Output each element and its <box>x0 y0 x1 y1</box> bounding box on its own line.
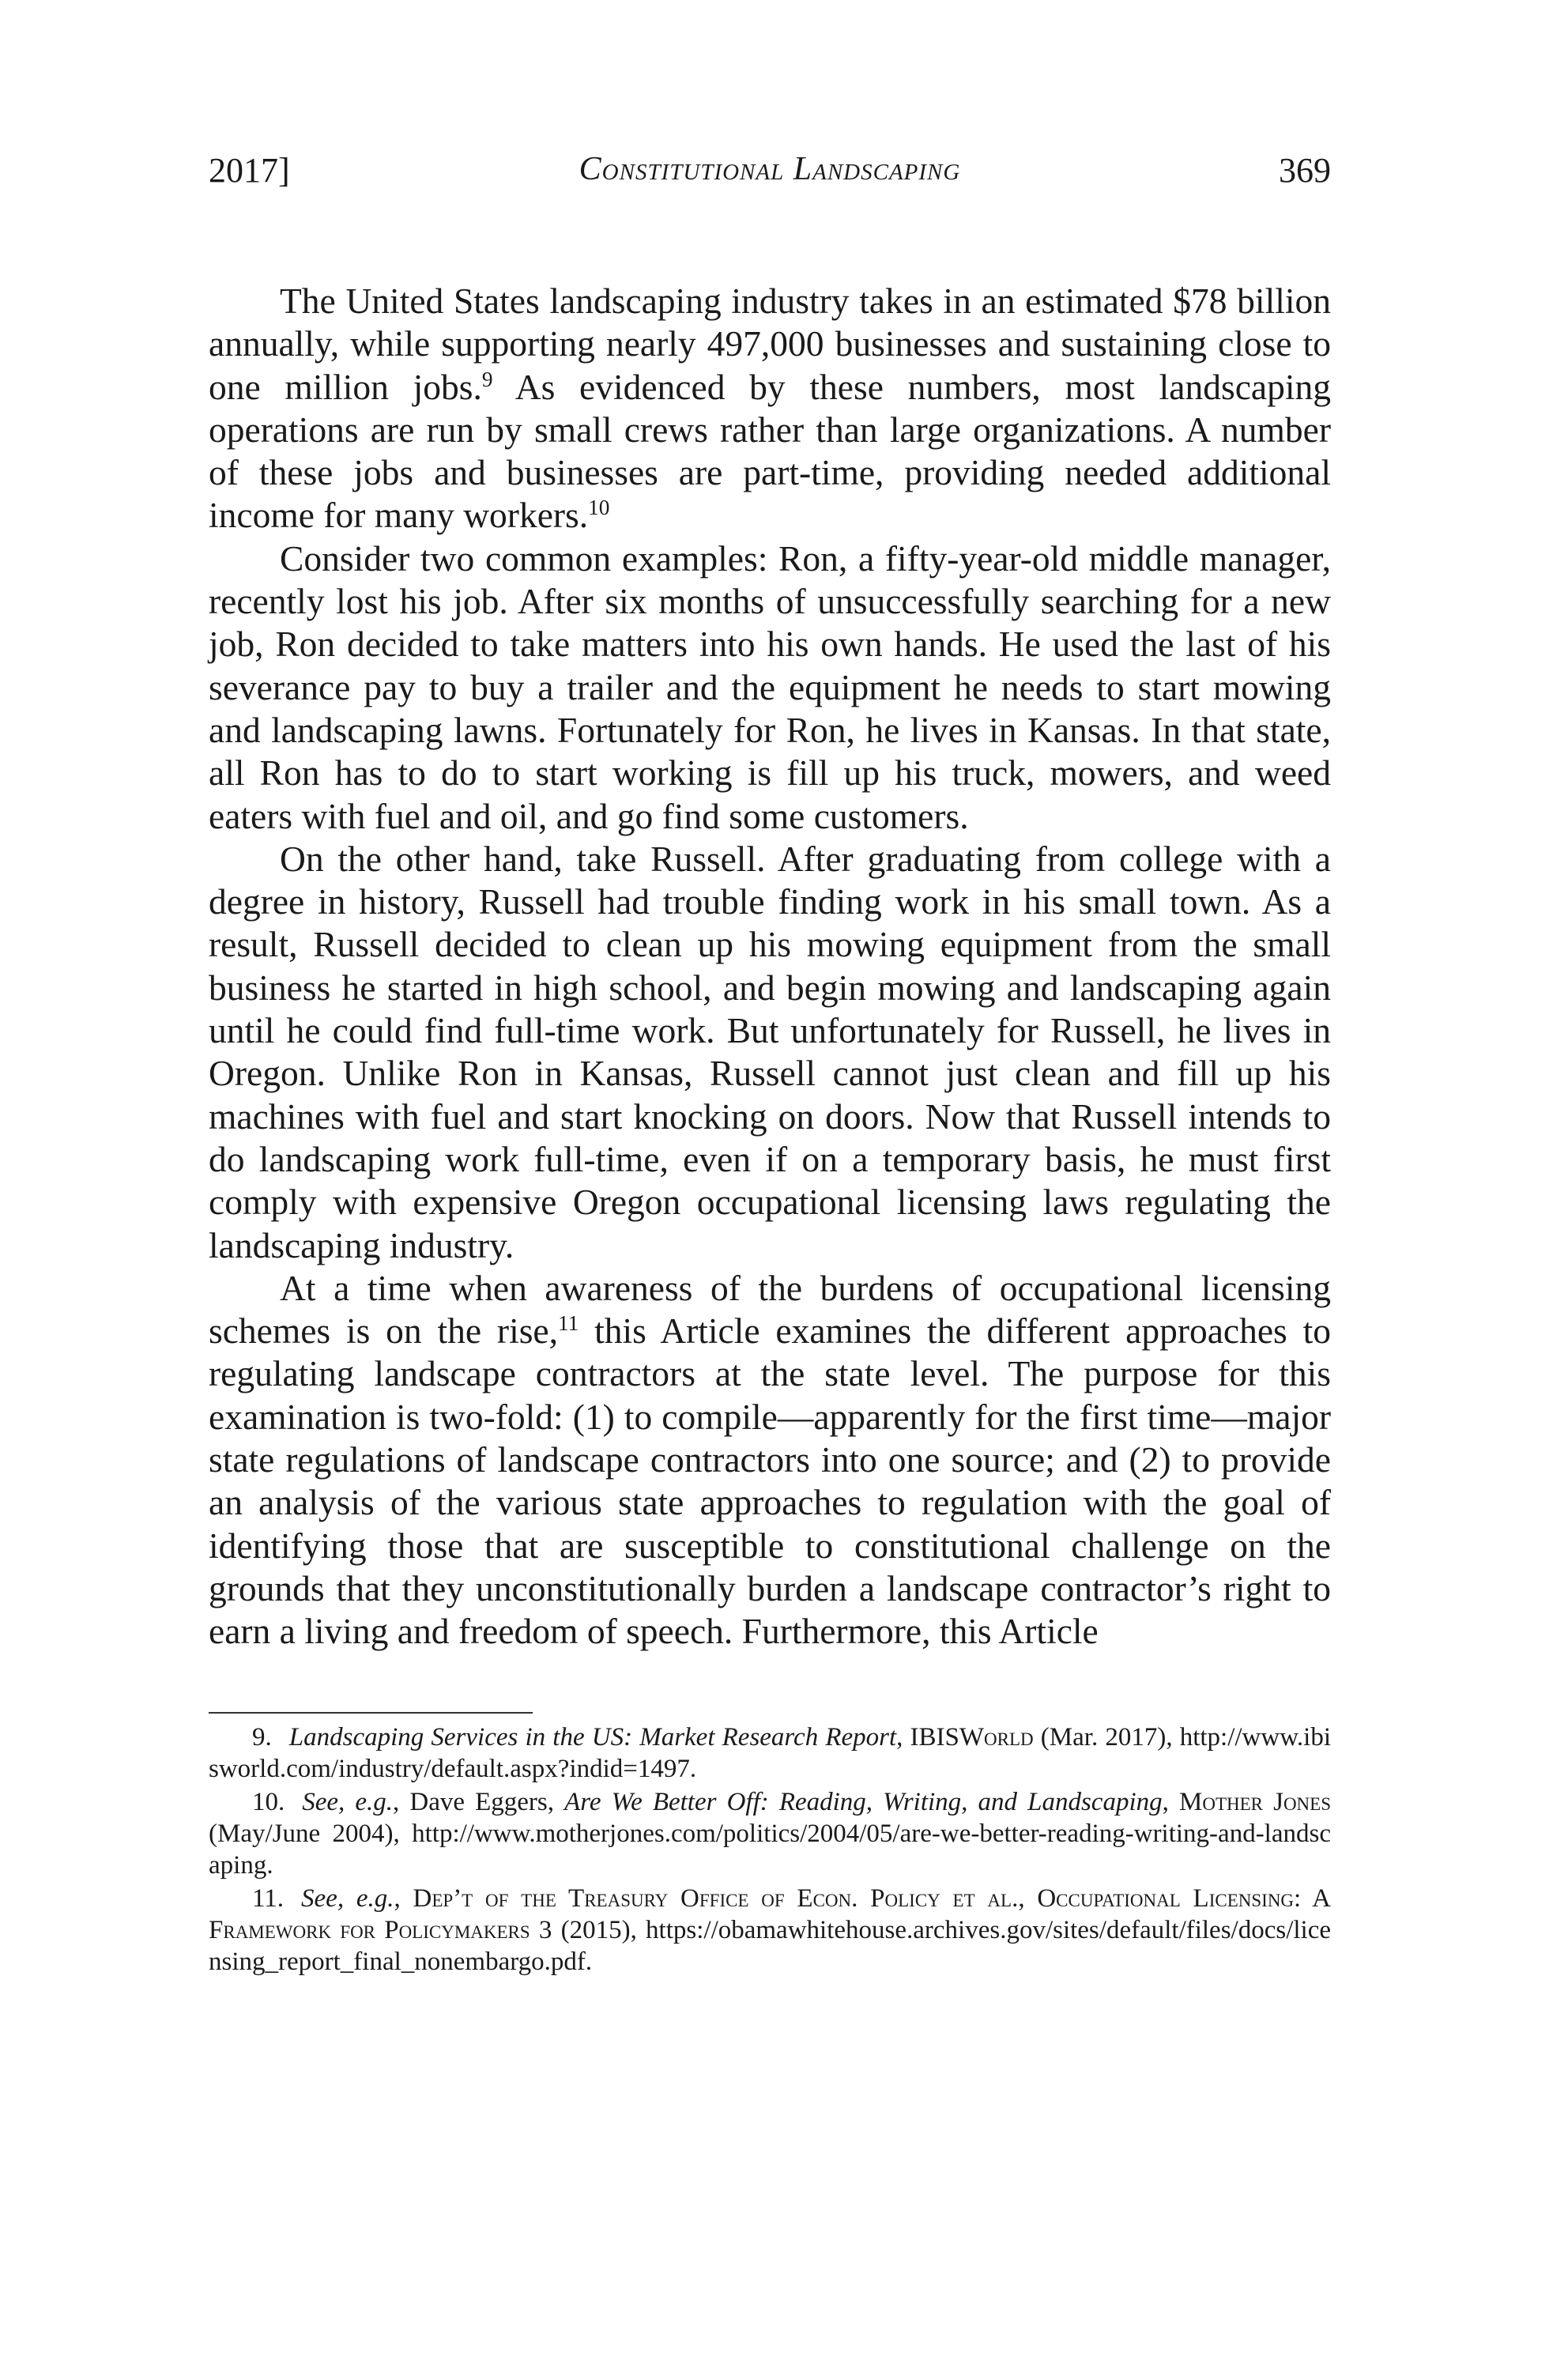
paragraph-3: On the other hand, take Russell. After graduating from college with a degree in history, Russell had trouble finding work in his small town. As a result, Russell decided to clean up his mowing equipment from the small business he started in high school, and begin mowing and landscaping again until he could find full-time work. But unfortunately for Russell, he lives in Oregon. Unlike Ron in Kansas, Russell cannot just clean and fill up his machines with fuel and start knocking on doors. Now that Russell intends to do landscaping work full-time, even if on a temporary basis, he must first comply with expensive Oregon occupational licensing laws regulating the landscaping industry. <box>209 838 1331 1265</box>
footnote-ref-10[interactable]: 10 <box>588 496 610 520</box>
paragraph-1 <box>209 280 1331 537</box>
running-title: Constitutional Landscaping <box>579 151 961 187</box>
footnote-11 <box>209 1883 1331 1978</box>
footnote-11-sep: , <box>394 1884 413 1913</box>
footnote-10 <box>209 1786 1331 1881</box>
paragraph-1-text-a: The United States landscaping industry takes in an estimated $78 billion annually, while supporting nearly 497,000 businesses and sustaining close to one million jobs. <box>209 281 1331 407</box>
paragraph-4 <box>209 1267 1331 1654</box>
volume-year: 2017] <box>209 151 290 190</box>
footnote-9-publisher: IBISWorld <box>910 1723 1034 1752</box>
footnote-11-signal: See, e.g. <box>301 1884 394 1913</box>
footnote-10-number: 10. <box>252 1788 285 1816</box>
paragraph-4-text-b: this Article examines the different approaches to regulating landscape contractors at the state level. The purpose for this examination is two-fold: (1) to compile—apparently for the first time—major state regulations of landscape contractors into one source; and (2) to provide an analysis of the various state approaches to regulation with the goal of identifying those that are susceptible to constitutional challenge on the grounds that they unconstitutionally burden a landscape contractor’s right to earn a living and freedom of speech. Furthermore, this Article <box>209 1310 1331 1652</box>
footnote-ref-11[interactable]: 11 <box>558 1310 579 1335</box>
footnote-ref-9[interactable]: 9 <box>481 367 493 391</box>
running-header <box>209 150 1331 198</box>
footnote-9-url[interactable]: http://www.ibisworld.com/industry/default.aspx?indid=1497. <box>209 1723 1331 1783</box>
footnote-9-sep: , <box>896 1723 910 1752</box>
footnote-9-date: (Mar. 2017), <box>1033 1723 1180 1752</box>
footnote-10-publisher: Mother Jones <box>1179 1788 1332 1816</box>
page-number: 369 <box>1279 151 1331 190</box>
paragraph-2: Consider two common examples: Ron, a fifty-year-old middle manager, recently lost his job. After six months of unsuccessfully searching for a new job, Ron decided to take matters into his own hands. He used the last of his severance pay to buy a trailer and the equipment he needs to start mowing and landscaping lawns. Fortunately for Ron, he lives in Kansas. In that state, all Ron has to do to start working is fill up his truck, mowers, and weed eaters with fuel and oil, and go find some customers. <box>209 537 1331 836</box>
paragraph-1-text-b: As evidenced by these numbers, most landscaping operations are run by small crews rather than large organizations. A number of these jobs and businesses are part-time, providing needed additional income for many workers. <box>209 366 1331 536</box>
footnote-11-number: 11. <box>252 1884 285 1913</box>
footnote-11-title: Occupational Licensing: A Framework for Policymakers <box>209 1884 1331 1944</box>
footnote-11-author: Dep’t of the Treasury Office of Econ. Policy et al. <box>413 1884 1019 1913</box>
footnote-divider <box>209 1712 533 1714</box>
footnote-10-signal: See, e.g. <box>302 1788 394 1816</box>
footnote-10-date: (May/June 2004), <box>209 1819 413 1848</box>
footnote-10-author: , Dave Eggers, <box>393 1788 565 1816</box>
paragraph-4-text-a: At a time when awareness of the burdens of occupational licensing schemes is on the rise, <box>209 1267 1331 1352</box>
footnote-10-title: Are We Better Off: Reading, Writing, and Landscaping <box>564 1788 1163 1816</box>
footnote-9-title: Landscaping Services in the US: Market Research Report <box>288 1723 897 1752</box>
footnote-11-sep2: , <box>1018 1884 1038 1913</box>
footnote-9 <box>209 1721 1331 1785</box>
footnote-11-pin: 3 (2015), <box>530 1916 646 1944</box>
footnotes <box>209 1721 1331 1979</box>
article-body <box>209 280 1331 1654</box>
footnote-10-sep: , <box>1162 1788 1179 1816</box>
footnote-10-url[interactable]: http://www.motherjones.com/politics/2004/05/are-we-better-reading-writing-and-landscaping. <box>209 1819 1331 1880</box>
footnote-11-url[interactable]: https://obamawhitehouse.archives.gov/sites/default/files/docs/licensing_report_final_nonembargo.pdf. <box>209 1916 1332 1976</box>
footnote-9-number: 9. <box>252 1723 272 1752</box>
